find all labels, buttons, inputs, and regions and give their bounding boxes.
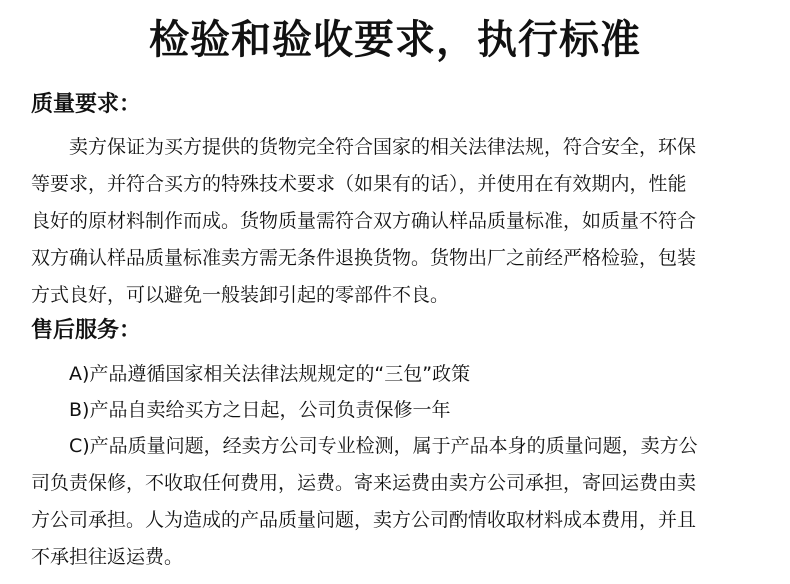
- quality-paragraph: [31, 129, 761, 314]
- after-sales-heading: 售后服务：: [31, 318, 142, 343]
- paragraph-line: 方公司承担。人为造成的产品质量问题，卖方公司酌情收取材料成本费用，并且: [31, 509, 697, 531]
- paragraph-line: 不承担往返运费。: [31, 546, 184, 568]
- page-title: 检验和验收要求，执行标准: [149, 17, 641, 63]
- paragraph-line: 卖方保证为买方提供的货物完全符合国家的相关法律法规，符合安全，环保: [69, 136, 697, 158]
- after-sales-item-a: A)产品遵循国家相关法律法规规定的“三包”政策: [69, 363, 471, 385]
- paragraph-line: C)产品质量问题，经卖方公司专业检测，属于产品本身的质量问题，卖方公: [69, 435, 698, 457]
- paragraph-line: 方式良好，可以避免一般装卸引起的零部件不良。: [31, 284, 450, 306]
- paragraph-line: 双方确认样品质量标准卖方需无条件退换货物。货物出厂之前经严格检验，包装: [31, 247, 697, 269]
- quality-heading: 质量要求：: [31, 92, 142, 117]
- paragraph-line: 等要求，并符合买方的特殊技术要求（如果有的话），并使用在有效期内，性能: [31, 173, 687, 195]
- paragraph-line: 司负责保修，不收取任何费用，运费。寄来运费由卖方公司承担，寄回运费由卖: [31, 472, 697, 494]
- paragraph-line: 良好的原材料制作而成。货物质量需符合双方确认样品质量标准，如质量不符合: [31, 210, 697, 232]
- after-sales-item-c: [31, 428, 761, 576]
- after-sales-item-b: B)产品自卖给买方之日起，公司负责保修一年: [69, 399, 451, 421]
